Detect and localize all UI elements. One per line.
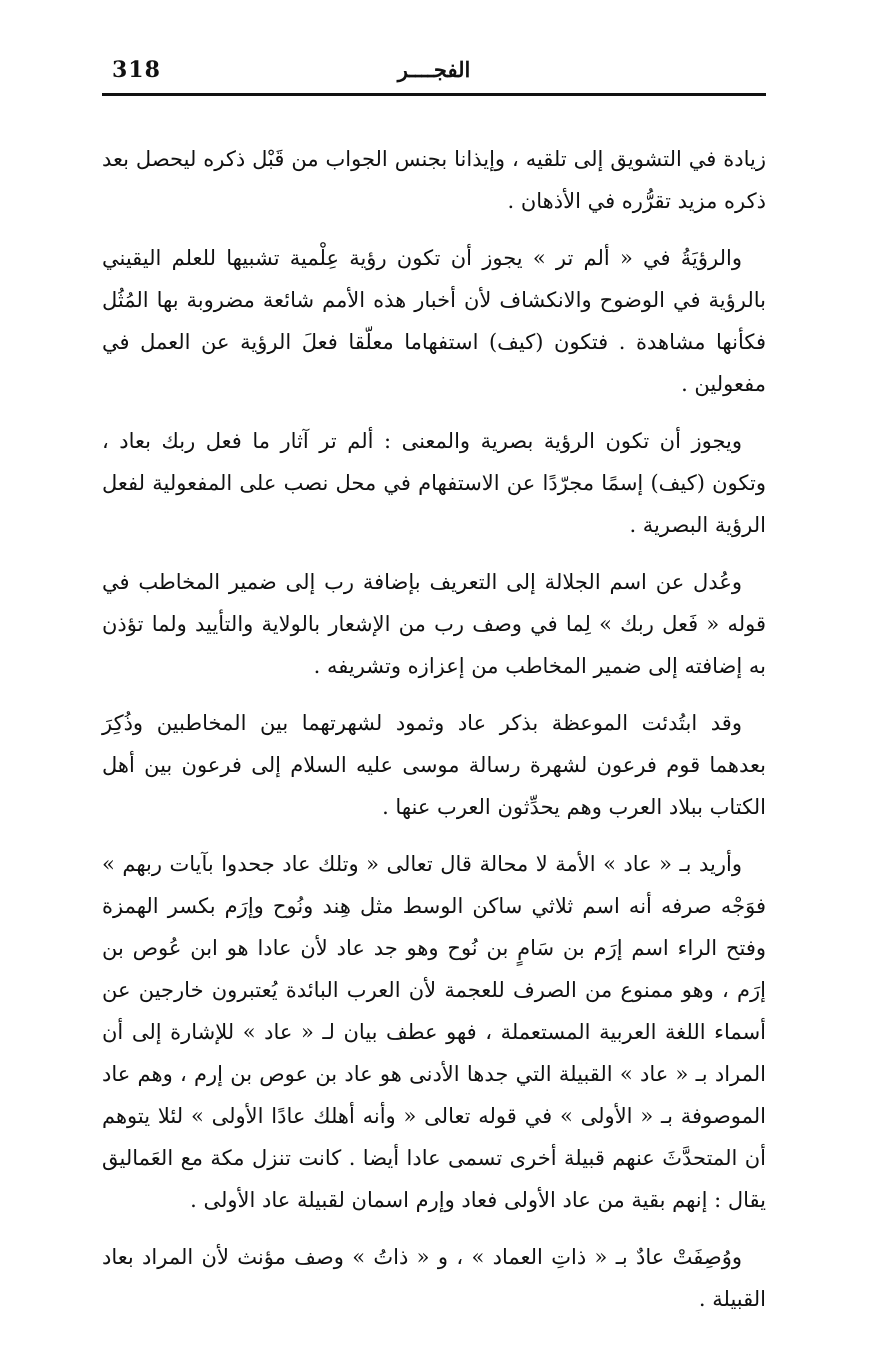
running-header	[102, 55, 766, 95]
paragraph-2: والرؤيَةُ في « ألم تر » يجوز أن تكون رؤية عِلْمية تشبيها للعلم اليقيني بالرؤية في الوضوح والانكشاف لأن أخبار هذه الأمم شائعة مضروبة بها المُثُل فكأنها مشاهدة . فتكون (كيف) استفهاما معلّقا فعلَ الرؤية عن العمل في مفعولين .	[102, 246, 766, 396]
paragraph-1: زيادة في التشويق إلى تلقيه ، وإيذانا بجنس الجواب من قَبْل ذكره ليحصل بعد ذكره مزيد تقرُّره في الأذهان .	[102, 147, 766, 213]
paragraph-7: ووُصِفَتْ عادٌ بـ « ذاتِ العماد » ، و « ذاتُ » وصف مؤنث لأن المراد بعاد القبيلة .	[102, 1245, 766, 1311]
header-rule	[102, 93, 766, 96]
paragraph-4: وعُدل عن اسم الجلالة إلى التعريف بإضافة رب إلى ضمير المخاطب في قوله « فَعل ربك » لِما في وصف رب من الإشعار بالولاية والتأييد ولما تؤذن به إضافته إلى ضمير المخاطب من إعزازه وتشريفه .	[102, 570, 766, 678]
body-text	[102, 138, 766, 1335]
header-title: الفجــــر	[397, 57, 471, 82]
paragraph-3: ويجوز أن تكون الرؤية بصرية والمعنى : ألم تر آثار ما فعل ربك بعاد ، وتكون (كيف) إسمًا مجرّدًا عن الاستفهام في محل نصب على المفعولية لفعل الرؤية البصرية .	[102, 429, 766, 537]
paragraph-5: وقد ابتُدئت الموعظة بذكر عاد وثمود لشهرتهما بين المخاطبين وذُكِرَ بعدهما قوم فرعون لشهرة رسالة موسى عليه السلام إلى فرعون بين أهل الكتاب ببلاد العرب وهم يحدِّثون العرب عنها .	[102, 711, 766, 819]
page-number: 318	[112, 57, 161, 83]
paragraph-6: وأريد بـ « عاد » الأمة لا محالة قال تعالى « وتلك عاد جحدوا بآيات ربهم » فوَجْه صرفه أنه اسم ثلاثي ساكن الوسط مثل هِند ونُوح وإرَم بكسر الهمزة وفتح الراء اسم إرَم بن سَامٍ بن نُوح وهو جد عاد لأن عادا هو ابن عُوص بن إرَم ، وهو ممنوع من الصرف للعجمة لأن العرب البائدة يُعتبرون خارجين عن أسماء اللغة العربية المستعملة ، فهو عطف بيان لـ « عاد » للإشارة إلى أن المراد بـ « عاد » القبيلة التي جدها الأدنى هو عاد بن عوص بن إرم ، وهم عاد الموصوفة بـ « الأولى » في قوله تعالى « وأنه أهلك عادًا الأولى » لئلا يتوهم أن المتحدَّثَ عنهم قبيلة أخرى تسمى عادا أيضا . كانت تنزل مكة مع العَماليق يقال : إنهم بقية من عاد الأولى فعاد وإرم اسمان لقبيلة عاد الأولى .	[102, 852, 766, 1212]
